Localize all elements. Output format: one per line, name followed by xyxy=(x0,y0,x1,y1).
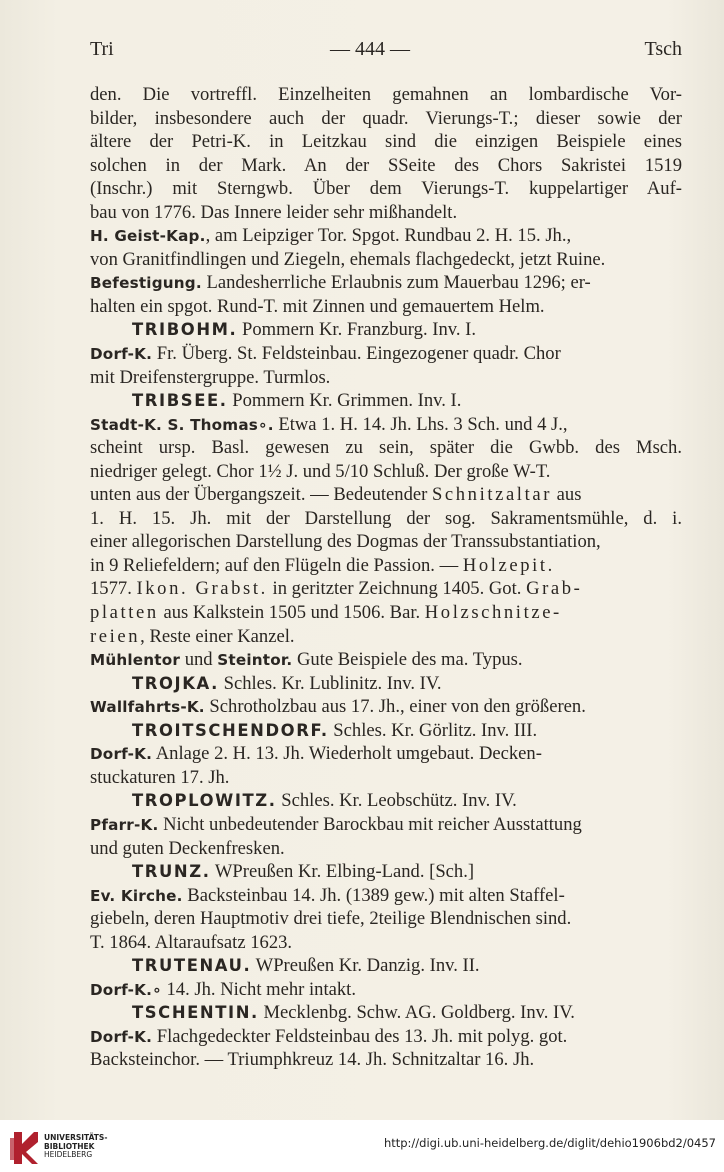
text-line: (Inschr.) mit Sterngwb. Über dem Vierungs-T. kuppelartiger Auf- xyxy=(90,178,682,200)
text-line: Dorf-K.∘ 14. Jh. Nicht mehr intakt. xyxy=(90,978,357,1000)
keyword-ev-kirche: Ev. Kirche. xyxy=(90,886,183,905)
text-line: Stadt-K. S. Thomas∘. Etwa 1. H. 14. Jh. Lhs. 3 Sch. und 4 J., xyxy=(90,413,568,435)
text-line: Mühlentor und Steintor. Gute Beispiele des ma. Typus. xyxy=(90,649,523,671)
text-line: von Granitfindlingen und Ziegeln, ehemals flachgedeckt, jetzt Ruine. xyxy=(90,248,606,270)
permalink-url[interactable]: http://digi.ub.uni-heidelberg.de/diglit/dehio1906bd2/0457 xyxy=(383,1136,716,1150)
place-heading: TRIBOHM. xyxy=(132,320,238,340)
text-line: 1577. Ikon. Grabst. in geritzter Zeichnung 1405. Got. Grab- xyxy=(90,578,583,600)
spaced-term: platten xyxy=(90,602,159,624)
text-line: scheint ursp. Basl. gewesen zu sein, später die Gwbb. des Msch. xyxy=(90,437,682,459)
place-heading: TROPLOWITZ. xyxy=(132,791,277,811)
text-line: halten ein spgot. Rund-T. mit Zinnen und gemauertem Helm. xyxy=(90,295,545,317)
place-entry-trutenau: TRUTENAU. WPreußen Kr. Danzig. Inv. II. xyxy=(132,955,480,977)
place-entry-tschentin: TSCHENTIN. Mecklenbg. Schw. AG. Goldberg. Inv. IV. xyxy=(132,1002,575,1024)
keyword-geist-kap: H. Geist-Kap. xyxy=(90,227,206,246)
spaced-term: Holzepit. xyxy=(462,554,555,576)
text-line: in 9 Reliefeldern; auf den Flügeln die Passion. — Holzepit. xyxy=(90,554,555,576)
text-line: Dorf-K. Flachgedeckter Feldsteinbau des 13. Jh. mit polyg. got. xyxy=(90,1025,568,1047)
spaced-term: Ikon. Grabst. xyxy=(136,578,268,600)
place-heading: TROJKA. xyxy=(132,673,219,693)
text-line: Dorf-K. Anlage 2. H. 13. Jh. Wiederholt umgebaut. Decken- xyxy=(90,743,542,765)
text-line: giebeln, deren Hauptmotiv drei tiefe, 2teilige Blendnischen sind. xyxy=(90,908,572,930)
text-line: unten aus der Übergangszeit. — Bedeutender Schnitzaltar aus xyxy=(90,484,582,506)
header-left: Tri xyxy=(90,38,114,60)
text-line: reien, Reste einer Kanzel. xyxy=(90,625,295,647)
keyword-dorf-k: Dorf-K. xyxy=(90,745,153,764)
spaced-term: Schnitzaltar xyxy=(431,484,552,506)
text-line: Dorf-K. Fr. Überg. St. Feldsteinbau. Eingezogener quadr. Chor xyxy=(90,343,561,365)
text-line: Ev. Kirche. Backsteinbau 14. Jh. (1389 gew.) mit alten Staffel- xyxy=(90,884,565,906)
keyword-wallfahrts-k: Wallfahrts-K. xyxy=(90,698,205,717)
spaced-term: Holzschnitze- xyxy=(424,602,562,624)
place-entry-troitschendorf: TROITSCHENDORF. Schles. Kr. Görlitz. Inv. III. xyxy=(132,719,538,741)
place-heading: TSCHENTIN. xyxy=(132,1003,259,1023)
place-entry-trojka: TROJKA. Schles. Kr. Lublinitz. Inv. IV. xyxy=(132,672,442,694)
place-entry-trunz: TRUNZ. WPreußen Kr. Elbing-Land. [Sch.] xyxy=(132,861,475,883)
text-line: Backsteinchor. — Triumphkreuz 14. Jh. Schnitzaltar 16. Jh. xyxy=(90,1049,535,1071)
place-entry-tribsee: TRIBSEE. Pommern Kr. Grimmen. Inv. I. xyxy=(132,390,462,412)
keyword-dorf-k: Dorf-K. xyxy=(90,345,153,364)
keyword-stadt-k: Stadt-K. S. Thomas∘. xyxy=(90,415,274,434)
text-line: mit Dreifenstergruppe. Turmlos. xyxy=(90,366,331,388)
place-heading: TRIBSEE. xyxy=(132,391,228,411)
place-entry-tribohm: TRIBOHM. Pommern Kr. Franzburg. Inv. I. xyxy=(132,319,476,341)
university-library-logo-icon xyxy=(8,1130,40,1166)
library-name: UNIVERSITÄTS- BIBLIOTHEK HEIDELBERG xyxy=(44,1133,108,1159)
text-line: bilder, insbesondere auch der quadr. Vierungs-T.; dieser sowie der xyxy=(90,107,682,129)
text-line: einer allegorischen Darstellung des Dogmas der Transsubstantiation, xyxy=(90,531,601,553)
place-heading: TRUNZ. xyxy=(132,862,211,882)
header-page-number: — 444 — xyxy=(330,38,410,60)
keyword-steintor: Steintor. xyxy=(217,651,293,670)
keyword-dorf-k: Dorf-K.∘ xyxy=(90,980,162,999)
text-line: Befestigung. Landesherrliche Erlaubnis zum Mauerbau 1296; er- xyxy=(90,272,591,294)
digitization-footer xyxy=(0,1120,724,1172)
place-heading: TROITSCHENDORF. xyxy=(132,720,329,740)
spaced-term: Grab- xyxy=(526,578,583,600)
text-line: niedriger gelegt. Chor 1½ J. und 5/10 Schluß. Der große W-T. xyxy=(90,460,551,482)
text-line: T. 1864. Altaraufsatz 1623. xyxy=(90,931,293,953)
text-line: stuckaturen 17. Jh. xyxy=(90,766,230,788)
text-line: solchen in der Mark. An der SSeite des Chors Sakristei 1519 xyxy=(90,154,682,176)
text-line: und guten Deckenfresken. xyxy=(90,837,285,859)
spaced-term: reien xyxy=(90,625,141,647)
keyword-befestigung: Befestigung. xyxy=(90,274,202,293)
text-line: platten aus Kalkstein 1505 und 1506. Bar. Holzschnitze- xyxy=(90,602,562,624)
body-text xyxy=(90,83,682,1072)
text-line: 1. H. 15. Jh. mit der Darstellung der sog. Sakramentsmühle, d. i. xyxy=(90,507,682,529)
text-line: ältere der Petri-K. in Leitzkau sind die einzigen Beispiele eines xyxy=(90,131,682,153)
running-header xyxy=(90,38,682,64)
keyword-pfarr-k: Pfarr-K. xyxy=(90,815,159,834)
place-entry-troplowitz: TROPLOWITZ. Schles. Kr. Leobschütz. Inv. IV. xyxy=(132,790,517,812)
keyword-dorf-k: Dorf-K. xyxy=(90,1027,153,1046)
text-line: den. Die vortreffl. Einzelheiten gemahnen an lombardische Vor- xyxy=(90,84,682,105)
header-right: Tsch xyxy=(644,38,682,60)
place-heading: TRUTENAU. xyxy=(132,956,252,976)
keyword-muehlentor: Mühlentor xyxy=(90,651,181,670)
text-line: Pfarr-K. Nicht unbedeutender Barockbau mit reicher Ausstattung xyxy=(90,813,582,835)
text-line: H. Geist-Kap., am Leipziger Tor. Spgot. Rundbau 2. H. 15. Jh., xyxy=(90,225,572,247)
text-line: Wallfahrts-K. Schrotholzbau aus 17. Jh., einer von den größeren. xyxy=(90,696,586,718)
text-line: bau von 1776. Das Innere leider sehr mißhandelt. xyxy=(90,201,458,223)
